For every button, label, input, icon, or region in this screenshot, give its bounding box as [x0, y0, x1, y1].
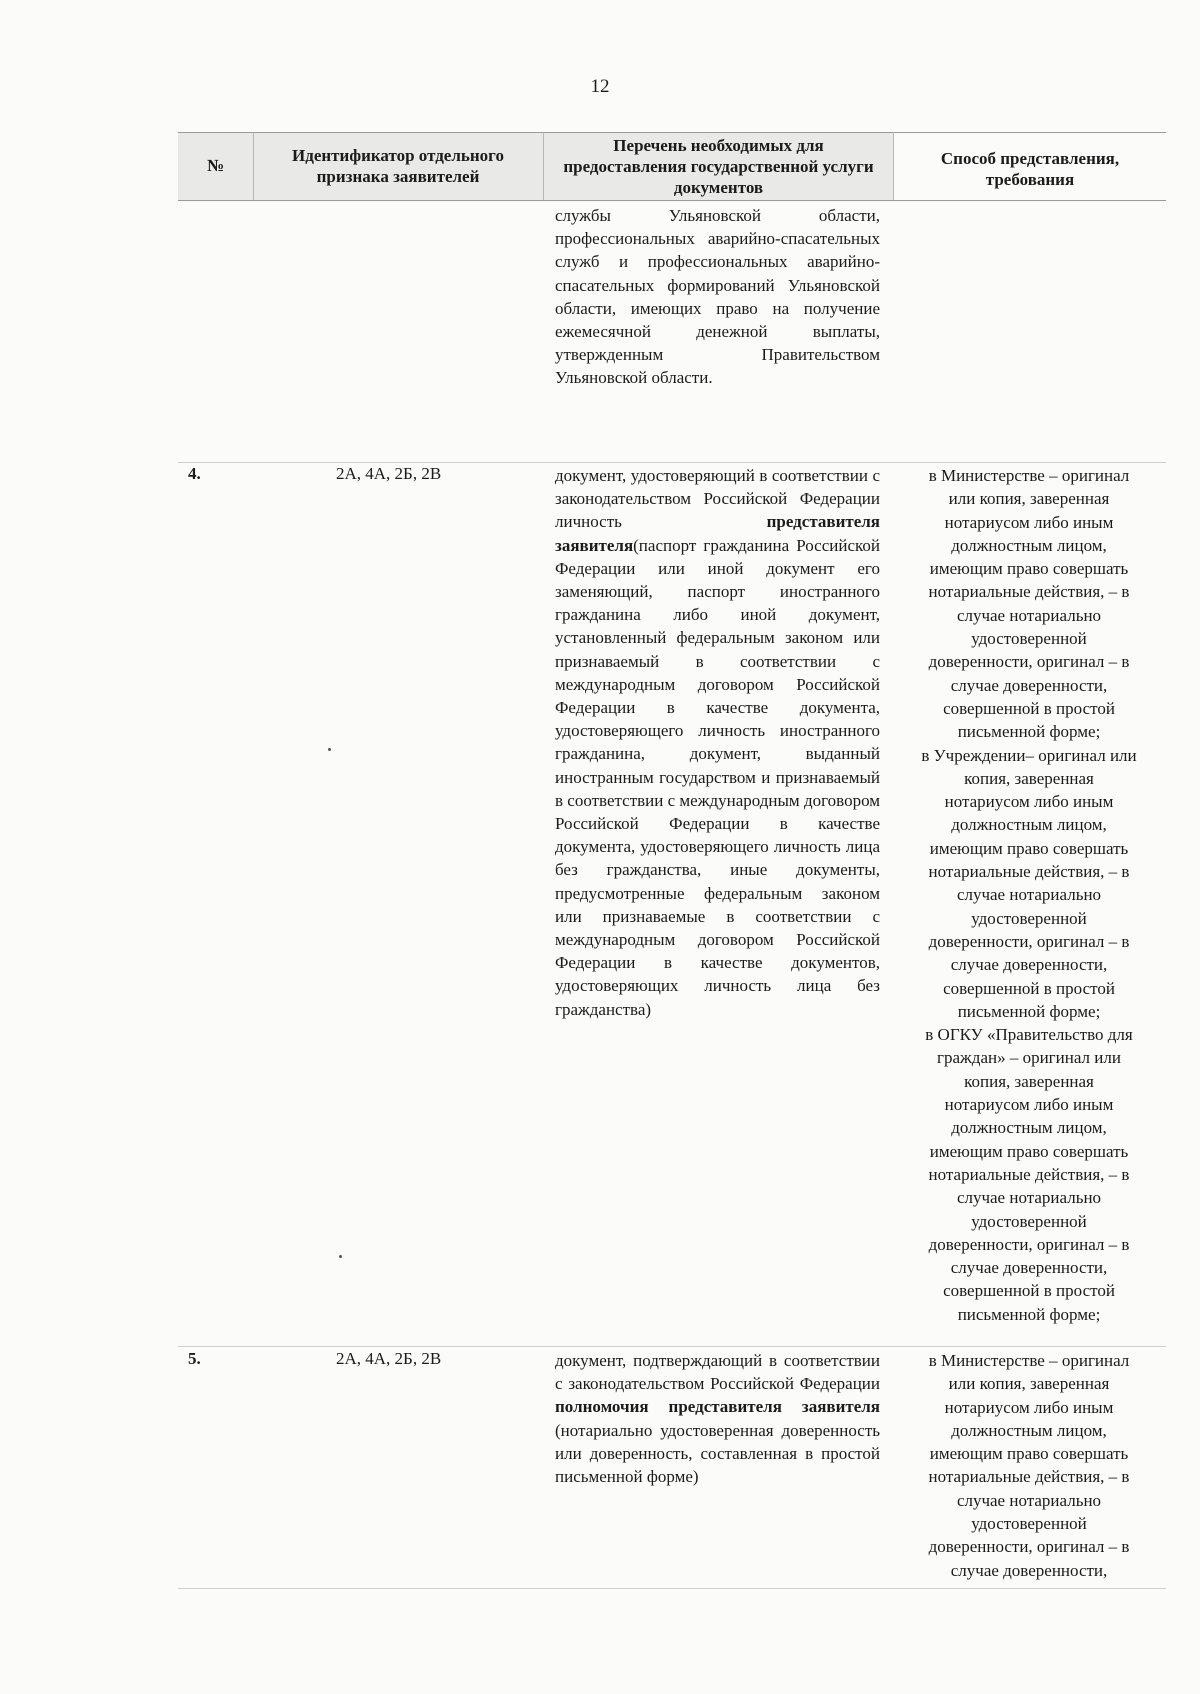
- method-line: имеющим право совершать: [929, 1444, 1129, 1464]
- method-line: доверенности, оригинал – в: [928, 931, 1130, 951]
- method-line: имеющим право совершать: [929, 1141, 1129, 1161]
- method-line: доверенности, оригинал – в: [928, 1234, 1130, 1254]
- method-line: письменной форме;: [957, 1304, 1101, 1324]
- row-identifier: 2А, 4А, 2Б, 2В: [336, 1349, 442, 1368]
- method-line: совершенной в простой: [943, 1281, 1115, 1301]
- method-line: копия, заверенная: [964, 1071, 1094, 1091]
- documents-text: документ, удостоверяющий в соответствии с законодательством Российской Федерации личность: [555, 466, 880, 532]
- method-line: нотариальные действия, – в: [928, 1467, 1130, 1487]
- method-line: нотариусом либо иным: [944, 512, 1114, 532]
- method-line: должностным лицом,: [951, 815, 1107, 835]
- documents-text: (паспорт гражданина Российской Федерации или иной документ его заменяющий, паспорт иностранного гражданина либо иной документ, установленный федеральным законом или признаваемый в соответствии с международным договором Российской Федерации в качестве документа, удостоверяющего личность иностранного гражданина, документ, выданный иностранным государством и признаваемый в соответствии с международным договором Российской Федерации в качестве документа, удостоверяющего личность лица без гражданства, иные документы, предусмотренные федеральным законом или признаваемые в соответствии с международным договором Российской Федерации в качестве документов, удостоверяющих личность лица без гражданства): [555, 535, 880, 1019]
- method-line: нотариальные действия, – в: [928, 1164, 1130, 1184]
- method-line: граждан» – оригинал или: [937, 1048, 1121, 1068]
- method-line: должностным лицом,: [951, 535, 1107, 555]
- row-number: 5.: [188, 1349, 201, 1368]
- row-identifier: 2А, 4А, 2Б, 2В: [336, 464, 442, 483]
- method-line: или копия, заверенная: [948, 1374, 1110, 1394]
- row-method: [896, 464, 1162, 1326]
- continuation-text: службы Ульяновской области, профессиональных аварийно-спасательных служб и профессиональных аварийно-спасательных формирований Ульяновской области, имеющих право на получение ежемесячной денежной выплаты, утвержденным Правительством Ульяновской области.: [555, 206, 880, 388]
- method-line: удостоверенной: [971, 629, 1087, 649]
- row-separator: [178, 1346, 1166, 1347]
- method-line: нотариальные действия, – в: [928, 582, 1130, 602]
- method-line: имеющим право совершать: [929, 838, 1129, 858]
- page-number: 12: [590, 76, 610, 97]
- method-line: случае доверенности,: [950, 675, 1108, 695]
- method-line: случае нотариально: [956, 1490, 1102, 1510]
- method-line: в Министерстве – оригинал: [928, 466, 1130, 485]
- row-number: 4.: [188, 464, 201, 483]
- method-line: случае нотариально: [956, 1188, 1102, 1208]
- method-line: доверенности, оригинал – в: [928, 652, 1130, 672]
- header-divider: [893, 132, 894, 200]
- documents-bold-text: полномочия представителя заявителя: [555, 1397, 880, 1417]
- row-documents: [555, 1349, 880, 1488]
- method-line: случае доверенности,: [950, 1560, 1108, 1580]
- method-line: или копия, заверенная: [948, 489, 1110, 509]
- header-divider: [543, 132, 544, 200]
- method-line: копия, заверенная: [964, 768, 1094, 788]
- row-separator: [178, 462, 1166, 463]
- header-documents: Перечень необходимых для предоставления государственной услуги документов: [563, 136, 874, 197]
- method-line: удостоверенной: [971, 1211, 1087, 1231]
- method-line: случае доверенности,: [950, 1258, 1108, 1278]
- method-line: удостоверенной: [971, 1514, 1087, 1534]
- header-identifier: Идентификатор отдельного признака заявителей: [292, 146, 504, 186]
- documents-text: (нотариально удостоверенная доверенность или доверенность, составленная в простой письменной форме): [555, 1420, 880, 1487]
- documents-bold-text: представителя заявителя: [555, 512, 880, 555]
- method-line: должностным лицом,: [951, 1118, 1107, 1138]
- method-line: должностным лицом,: [951, 1420, 1107, 1440]
- method-line: в Министерстве – оригинал: [928, 1351, 1130, 1370]
- method-line: в Учреждении– оригинал или: [921, 745, 1137, 765]
- method-line: нотариусом либо иным: [944, 1095, 1114, 1115]
- method-line: совершенной в простой: [943, 698, 1115, 718]
- method-line: нотариусом либо иным: [944, 1397, 1114, 1417]
- method-line: нотариальные действия, – в: [928, 862, 1130, 882]
- method-line: случае нотариально: [956, 605, 1102, 625]
- method-line: совершенной в простой: [943, 978, 1115, 998]
- header-bottom-border: [178, 200, 1166, 201]
- method-line: в ОГКУ «Правительство для: [925, 1025, 1133, 1045]
- method-line: имеющим право совершать: [929, 559, 1129, 579]
- scan-speck: [339, 1255, 342, 1258]
- header-method: Способ представления, требования: [940, 149, 1120, 189]
- row-documents: [555, 464, 880, 1021]
- header-num: №: [206, 156, 225, 175]
- header-top-border: [178, 132, 1166, 133]
- header-divider: [253, 132, 254, 200]
- method-line: доверенности, оригинал – в: [928, 1537, 1130, 1557]
- method-line: нотариусом либо иным: [944, 792, 1114, 812]
- method-line: удостоверенной: [971, 908, 1087, 928]
- table-bottom-border: [178, 1588, 1166, 1589]
- method-line: случае доверенности,: [950, 955, 1108, 975]
- method-line: письменной форме;: [957, 722, 1101, 742]
- scan-speck: [328, 748, 331, 751]
- row-method: [896, 1349, 1162, 1582]
- method-line: письменной форме;: [957, 1001, 1101, 1021]
- method-line: случае нотариально: [956, 885, 1102, 905]
- documents-text: документ, подтверждающий в соответствии с законодательством Российской Федерации: [555, 1351, 880, 1394]
